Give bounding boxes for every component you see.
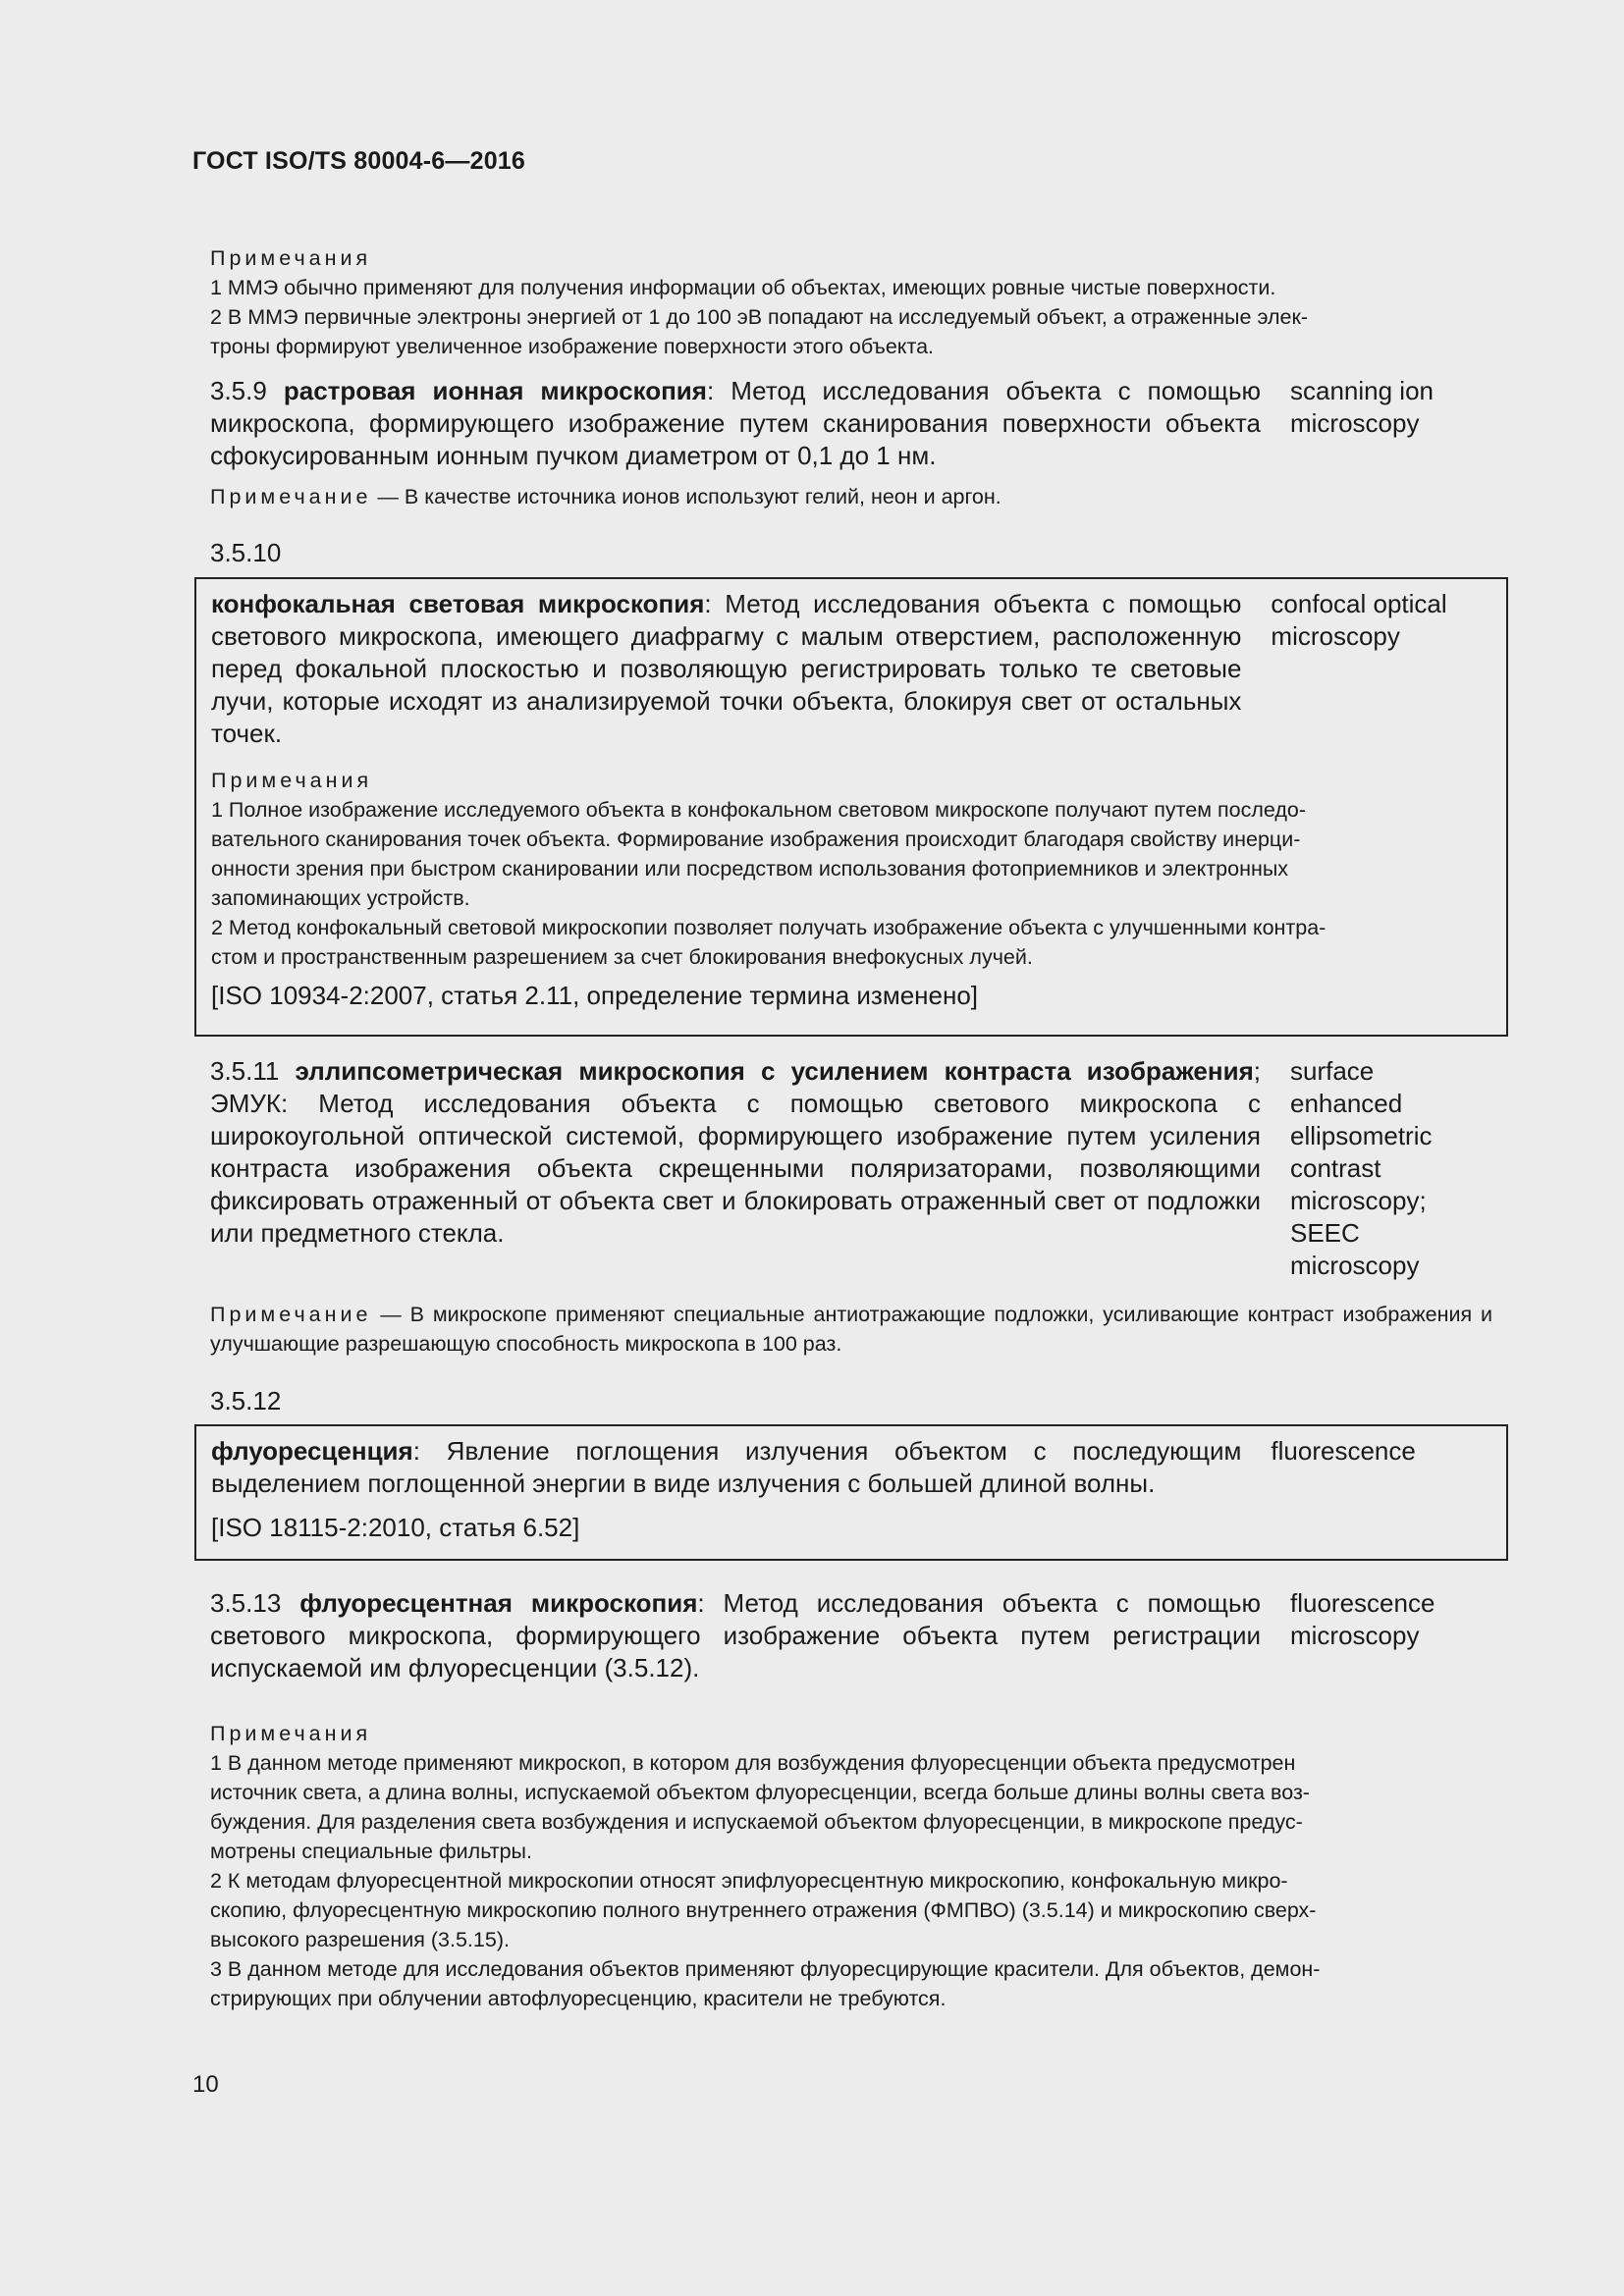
note-text: — В микроскопе применяют специальные антиотражающие подложки, усиливающие контраст изображения и улучшающие разрешающую способность микроскопа в 100 раз. (210, 1303, 1492, 1356)
note-line: источник света, а длина волны, испускаемой объектом флуоресценции, всегда больше длины волны света воз- (210, 1781, 1310, 1804)
note-line: 2 К методам флуоресцентной микроскопии относят эпифлуоресцентную микроскопию, конфокальную микро- (210, 1869, 1288, 1893)
term-title: эллипсометрическая микроскопия с усилением контраста изображения (295, 1056, 1254, 1086)
note-line: 3 В данном методе для исследования объектов применяют флуоресцирующие красители. Для объектов, демон- (210, 1957, 1321, 1981)
notes-label: Примечания (210, 246, 372, 270)
notes-label: Примечания (210, 1722, 372, 1745)
note-label: Примечание (210, 1303, 372, 1326)
term-3-5-11 (210, 1055, 1516, 1359)
note-line: запоминающих устройств. (211, 886, 470, 910)
note-line: 2 Метод конфокальный световой микроскопии позволяет получать изображение объекта с улучшенными контра- (211, 916, 1326, 939)
term-3-5-13 (210, 1587, 1516, 1684)
term-english-line: enhanced (1290, 1089, 1403, 1118)
term-definition (210, 1055, 1261, 1282)
term-definition (210, 1587, 1261, 1684)
note-line: 1 В данном методе применяют микроскоп, в котором для возбуждения флуоресценции объекта предусмотрен (210, 1751, 1296, 1775)
notes-block-mme (210, 243, 1492, 361)
note-line: троны формируют увеличенное изображение поверхности этого объекта. (210, 335, 934, 358)
term-english: fluorescence (1271, 1436, 1416, 1466)
note-line: онности зрения при быстром сканировании или посредством использования фотоприемников и электронных (211, 857, 1289, 881)
term-english: fluorescence microscopy (1290, 1588, 1435, 1650)
note-line: 2 В ММЭ первичные электроны энергией от 1 до 100 эВ попадают на исследуемый объект, а отраженные элек- (210, 305, 1309, 329)
term-title: флуоресценция (211, 1436, 413, 1466)
term-notes (211, 766, 1492, 972)
page-number: 10 (192, 2071, 219, 2098)
term-english-line: ellipsometric (1290, 1121, 1433, 1150)
term-3-5-13-notes (210, 1719, 1492, 2013)
term-definition (210, 375, 1261, 472)
term-english: scanning ion microscopy (1290, 376, 1434, 438)
term-number: 3.5.13 (210, 1588, 282, 1618)
term-english-line: surface (1290, 1056, 1375, 1086)
term-number: 3.5.11 (210, 1056, 280, 1086)
term-definition (211, 1435, 1241, 1500)
document-header: ГОСТ ISO/TS 80004-6—2016 (192, 147, 526, 175)
term-def-text: : Явление поглощения излучения объектом с последующим выделением поглощенной энергии в виде излучения с большей длиной волны. (211, 1436, 1242, 1498)
note-text: — В качестве источника ионов используют гелий, неон и аргон. (371, 485, 1001, 508)
term-title: растровая ионная микроскопия (283, 376, 707, 405)
term-english-line: microscopy (1290, 1251, 1420, 1280)
note-line: мотрены специальные фильтры. (210, 1840, 532, 1863)
term-def-text: ; ЭМУК: Метод исследования объекта с помощью светового микроскопа с широкоугольной оптической системой, формирующего изображение путем усиления контраста изображения объекта скрещенными поляризаторами, позволяющими фиксировать отраженный от объекта свет и блокировать отраженный свет от подложки или предметного стекла. (210, 1056, 1261, 1248)
note-line: стом и пространственным разрешением за счет блокирования внефокусных лучей. (211, 945, 1033, 969)
term-3-5-12-box (194, 1424, 1508, 1561)
note-line: вательного сканирования точек объекта. Формирование изображения происходит благодаря свойству инерци- (211, 828, 1301, 851)
note-line: скопию, флуоресцентную микроскопию полного внутреннего отражения (ФМПВО) (3.5.14) и микроскопию сверх- (210, 1898, 1317, 1922)
term-3-5-9 (210, 375, 1516, 511)
term-number: 3.5.10 (210, 538, 282, 567)
term-number: 3.5.12 (210, 1386, 282, 1415)
note-label: Примечание (210, 485, 372, 508)
note-line: 1 ММЭ обычно применяют для получения информации об объектах, имеющих ровные чистые поверхности. (210, 276, 1276, 299)
term-title: флуоресцентная микроскопия (299, 1588, 698, 1618)
note-line: буждения. Для разделения света возбуждения и испускаемой объектом флуоресценции, в микроскопе предус- (210, 1810, 1303, 1834)
note-line: стрирующих при облучении автофлуоресценцию, красители не требуются. (210, 1987, 947, 2010)
term-definition (211, 588, 1241, 750)
term-number: 3.5.9 (210, 376, 267, 405)
term-def-text: : Метод исследования объекта с помощью микроскопа, формирующего изображение путем сканирования поверхности объекта сфокусированным ионным пучком диаметром от 0,1 до 1 нм. (210, 376, 1261, 470)
term-def-text: : Метод исследования объекта с помощью светового микроскопа, имеющего диафрагму с малым отверстием, расположенную перед фокальной плоскостью и позволяющую регистрировать только те световые лучи, которые исходят из анализируемой точки объекта, блокируя свет от остальных точек. (211, 589, 1242, 748)
term-note (210, 482, 1492, 511)
term-english-line: microscopy; (1290, 1186, 1427, 1215)
term-source: [ISO 18115-2:2010, статья 6.52] (211, 1513, 580, 1542)
term-english-line: contrast (1290, 1153, 1381, 1183)
term-source: [ISO 10934-2:2007, статья 2.11, определение термина изменено] (211, 981, 979, 1010)
note-line: высокого разрешения (3.5.15). (210, 1928, 510, 1951)
term-3-5-10-box (194, 577, 1508, 1037)
term-english (1290, 1055, 1516, 1282)
term-note (210, 1300, 1492, 1359)
term-title: конфокальная световая микроскопия (211, 589, 705, 618)
term-english-line: SEEC (1290, 1218, 1360, 1248)
note-line: 1 Полное изображение исследуемого объекта в конфокальном световом микроскопе получают путем последо- (211, 798, 1307, 822)
notes-label: Примечания (211, 769, 373, 792)
term-def-text: : Метод исследования объекта с помощью светового микроскопа, формирующего изображение объекта путем регистрации испускаемой им флуоресценции (3.5.12). (210, 1588, 1261, 1682)
term-english: confocal optical microscopy (1271, 589, 1447, 651)
